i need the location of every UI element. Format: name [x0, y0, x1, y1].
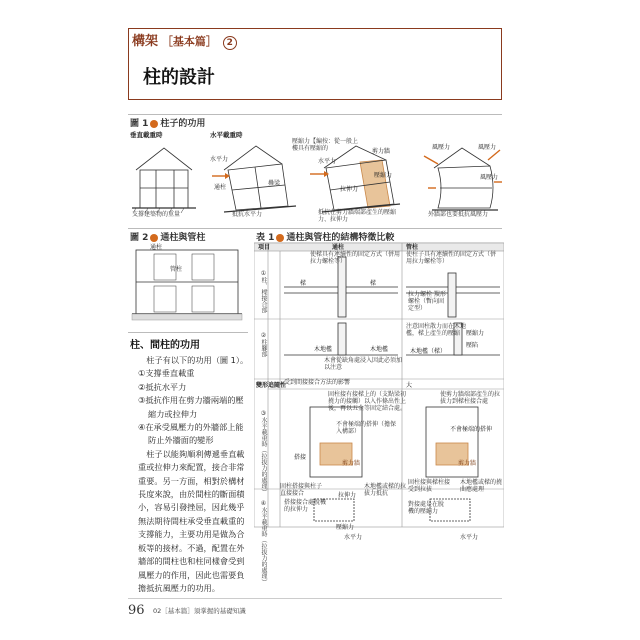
table1-row4-compress: 壓縮力: [336, 524, 355, 531]
bullet-dot-icon: [150, 120, 158, 128]
fig2-through-col-label: 通柱: [150, 244, 163, 251]
page-number: 96: [128, 603, 145, 618]
section-body: [138, 354, 250, 595]
table1-row2-compress: 壓縮力: [466, 330, 485, 337]
table1-row3-lap: 搭接: [294, 454, 307, 461]
table1-col-through: 通柱: [332, 244, 345, 251]
header-number: 2: [223, 36, 237, 50]
table1-row3-pipe-sill: 木地檻或樑的撓曲應處理: [460, 479, 503, 493]
table1-row3-through-note-2: 不會極端的搭伸（擔保入構部）: [336, 421, 397, 435]
fig1-brace-note: 壓縮力【編按：從一般上樓具有壓縮的: [292, 138, 359, 152]
section-item-3: ③抵抗作用在剪力牆兩端的壓縮力或拉伸力: [138, 395, 244, 419]
table1-row3-pipe: 大: [406, 382, 413, 389]
fig2-pipe-col-label: 管柱: [170, 266, 183, 273]
table1-col-item: 項目: [258, 244, 271, 251]
fig2-illustration: [128, 242, 246, 332]
fig1-through-col-label: 通柱: [214, 184, 227, 191]
bullet-dot-icon: [276, 234, 284, 242]
fig1-caption-1: 支撐建築物的重量: [132, 211, 181, 218]
table1-row4-through-note: 搭接接合處脫機的拉伸力: [284, 499, 327, 513]
table1-row3-through: 受到間接接合方法的影響: [284, 379, 351, 386]
fig1-col2-title: 水平載重時: [210, 131, 243, 139]
divider: [128, 332, 248, 333]
footer-text: 02［基本篇］須掌握的基礎知識: [153, 607, 246, 615]
fig1-caption-2: 抵抗水平力: [232, 211, 263, 218]
fig1-horiz-force-label-2: 水平力: [318, 158, 337, 165]
fig1-col1-title: 垂直載重時: [130, 131, 163, 139]
fig1-heading-num: 圖 1: [130, 119, 149, 129]
section-intro: 柱子有以下的功用（圖 1）。: [146, 355, 249, 365]
fig1-horiz-force-label: 水平力: [210, 156, 229, 163]
table1-row3-pipe-shear: 剪力牆: [458, 460, 477, 467]
table1-heading-text: 通柱與管柱的結構特徵比較: [286, 233, 395, 243]
table1-row1-through-note: 使樑具有連續性的固定方式（併用拉力螺栓等）: [310, 251, 401, 265]
header-box: [128, 28, 502, 100]
table1-row2-through-note: 木會從缺角處浸入因此必須加以注意: [324, 357, 403, 371]
fig1-wind-label-1: 風壓力: [432, 144, 451, 151]
fig1-tension-label: 拉伸力: [340, 186, 359, 193]
fig1-caption-4: 外牆部也要抵抗風壓力: [428, 211, 489, 218]
fig1-compress-label: 壓縮力: [374, 172, 393, 179]
divider: [128, 228, 502, 229]
table1-row2-pipe-note: 注意固柱散力而在木地檻，樑上產生的壓縮: [406, 323, 467, 337]
table1-row1-pipe-labels: 拉力螺栓 羰形螺栓（暫向固定型）: [408, 291, 446, 312]
fig2-heading-num: 圖 2: [130, 233, 149, 243]
table1-row3-pipe-joint: 固柱接與樑柱接受到拉拔: [408, 479, 451, 493]
fig2-heading-text: 通柱與管柱: [160, 233, 206, 243]
table1-row3-through-note: 固柱接有接樑上的（支點梁初撓力的接觸）以入作條出性上後，再以五金等固定結合處。: [328, 391, 407, 412]
section-item-1: ①支撐垂直載重: [138, 368, 195, 379]
header-chapter: 構架: [132, 34, 159, 49]
table1-row1-beam-2: 樑: [370, 280, 377, 287]
table1-row3-header: 變形追隨性: [256, 382, 287, 389]
bullet-dot-icon: [150, 234, 158, 242]
section-item-2: ②抵抗水平力: [138, 381, 187, 392]
table1-row2-pipe-sill: 木地檻（樑）: [410, 348, 447, 355]
table1-row1-label: ①柱、樑接合部: [260, 270, 267, 313]
divider: [128, 114, 502, 115]
table1-col-pipe: 管柱: [406, 244, 419, 251]
table1-row2-label: ②柱腳部: [260, 332, 267, 357]
fig1-heading: [130, 116, 205, 129]
header-category: [129, 29, 240, 51]
page-title: 柱的設計: [143, 67, 215, 88]
fig1-wind-label-3: 風壓力: [480, 174, 499, 181]
fig1-shear-label: 剪力牆: [372, 148, 391, 155]
table1-row4-pipe-note: 對接處是在脫機的壓縮力: [408, 501, 445, 515]
fig1-heading-text: 柱子的功用: [160, 119, 206, 129]
fig1-wind-label-2: 風壓力: [478, 144, 497, 151]
table1-row2-sill-2: 木地檻: [370, 346, 389, 353]
table1-row3-pipe-note: 使剪力牆端部產生的拉拔力到樑柱接合處: [440, 391, 501, 405]
table1-row3-shear: 剪力牆: [342, 460, 361, 467]
table1-row3-label: ③水平載重時（拉拔力的處理）: [260, 410, 267, 495]
table1-row3-pipe-note-2: 不會極端的搭伸: [450, 426, 493, 433]
table1-heading-num: 表 1: [256, 233, 275, 243]
table1-row4-label: ④水平載重時（拉拔力的處理）: [260, 500, 267, 585]
table1-row1-beam: 樑: [300, 280, 307, 287]
fig1-caption-3: 抵抗在剪力牆端部產生的壓縮力、拉伸力: [318, 209, 397, 223]
header-category-label: ［基本篇］: [161, 35, 217, 48]
house-vertical-load: [132, 148, 196, 213]
table1-row2-sill: 木地檻: [314, 346, 333, 353]
table1-row2-indent: 壓陷: [466, 342, 479, 349]
table1-row1-pipe-note: 使柱子具有連續性的固定方式（併用拉力螺栓等）: [406, 251, 497, 265]
table1-row3-col-joint: 固柱搭接與柱子直接接合: [280, 483, 323, 497]
table1-row4-pipe-horiz: 水平力: [460, 534, 479, 541]
table1-row3-sill-resist: 木地檻或樑的拉拔力抵抗: [364, 483, 407, 497]
footer-divider: [128, 598, 502, 599]
table1-row4-tension: 拉伸力: [338, 492, 357, 499]
section-subhead: 柱、間柱的功用: [130, 340, 200, 351]
section-item-4: ④在承受風壓力的外牆部上能防止外牆面的變形: [138, 422, 244, 446]
fig1-beam-label: 疊梁: [268, 180, 281, 187]
table1-row4-horiz: 水平力: [344, 534, 363, 541]
section-paragraph: 柱子以能夠順利傳遞垂直載重或拉伸力來配置，接合非常重要。另一方面，相對於構材長度來說，由於間柱的斷面積小，容易引發挫屈，因此幾乎無法期待間柱承受垂直載重的支撐能力，主要功用是做為合板等的接材。不過，配置在外牆部的間柱也和柱同樣會受到風壓力的作用，因此也需要負擔抵抗風壓力的功用。: [138, 448, 245, 593]
